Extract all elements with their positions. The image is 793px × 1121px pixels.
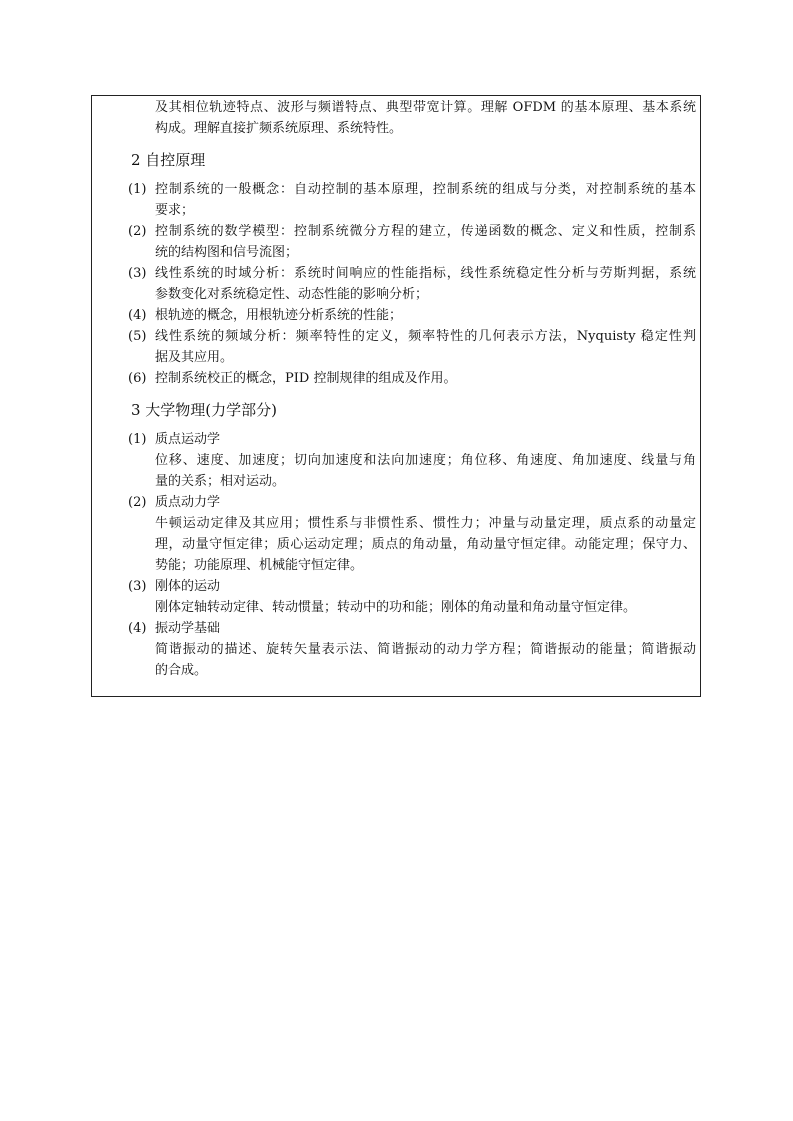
section-2-heading: 2 自控原理 (131, 151, 206, 169)
section-3-item-2-line-1: 牛顿运动定律及其应用；惯性系与非惯性系、惯性力；冲量与动量定理，质点系的动量定 (155, 516, 696, 531)
section-2-item-1-line-1: 控制系统的一般概念：自动控制的基本原理，控制系统的组成与分类，对控制系统的基本 (155, 182, 696, 197)
section-3-item-3-title: 刚体的运动 (155, 579, 221, 594)
section-2-item-2-line-1: 控制系统的数学模型：控制系统微分方程的建立，传递函数的概念、定义和性质，控制系 (155, 224, 696, 239)
section-2-item-1-number: (1) (128, 182, 147, 197)
section-3-item-1-title: 质点运动学 (155, 432, 221, 447)
section-2-item-1-line-2: 要求； (155, 203, 195, 218)
intro-line-1: 及其相位轨迹特点、波形与频谱特点、典型带宽计算。理解 OFDM 的基本原理、基本系统 (155, 100, 696, 115)
section-2-item-6-line-1: 控制系统校正的概念，PID 控制规律的组成及作用。 (155, 371, 457, 386)
intro-line-2: 构成。理解直接扩频系统原理、系统特性。 (155, 121, 403, 136)
section-3-item-2-number: (2) (128, 495, 147, 510)
section-2-item-5-line-2: 据及其应用。 (155, 350, 234, 365)
section-3-heading: 3 大学物理(力学部分) (131, 401, 278, 419)
section-2-item-4-number: (4) (128, 308, 147, 323)
section-3-item-2-line-2: 理，动量守恒定律；质心运动定理；质点的角动量，角动量守恒定律。动能定理；保守力、 (155, 537, 696, 552)
section-3-item-1-number: (1) (128, 432, 147, 447)
section-3-item-4-line-2: 的合成。 (155, 663, 208, 678)
section-3-item-2-line-3: 势能；功能原理、机械能守恒定律。 (155, 558, 364, 573)
section-2-item-5-number: (5) (128, 329, 147, 344)
section-3-item-2-title: 质点动力学 (155, 495, 221, 510)
section-3-item-4-title: 振动学基础 (155, 621, 221, 636)
section-3-item-1-line-2: 量的关系；相对运动。 (155, 474, 286, 489)
section-2-item-3-line-1: 线性系统的时域分析：系统时间响应的性能指标，线性系统稳定性分析与劳斯判据，系统 (155, 266, 696, 281)
section-3-item-1-line-1: 位移、速度、加速度；切向加速度和法向加速度；角位移、角速度、角加速度、线量与角 (155, 453, 696, 468)
section-2-item-3-number: (3) (128, 266, 147, 281)
section-2-item-6-number: (6) (128, 371, 147, 386)
section-3-item-3-number: (3) (128, 579, 147, 594)
section-3-item-3-line-1: 刚体定轴转动定律、转动惯量；转动中的功和能；刚体的角动量和角动量守恒定律。 (155, 600, 637, 615)
section-3-item-4-line-1: 简谐振动的描述、旋转矢量表示法、简谐振动的动力学方程；简谐振动的能量；简谐振动 (155, 642, 696, 657)
section-2-item-4-line-1: 根轨迹的概念，用根轨迹分析系统的性能； (155, 308, 403, 323)
section-2-item-5-line-1: 线性系统的频域分析：频率特性的定义，频率特性的几何表示方法，Nyquisty 稳定性判 (155, 329, 696, 344)
section-2-item-2-number: (2) (128, 224, 147, 239)
section-2-item-3-line-2: 参数变化对系统稳定性、动态性能的影响分析； (155, 287, 429, 302)
section-3-item-4-number: (4) (128, 621, 147, 636)
section-2-item-2-line-2: 统的结构图和信号流图； (155, 245, 299, 260)
